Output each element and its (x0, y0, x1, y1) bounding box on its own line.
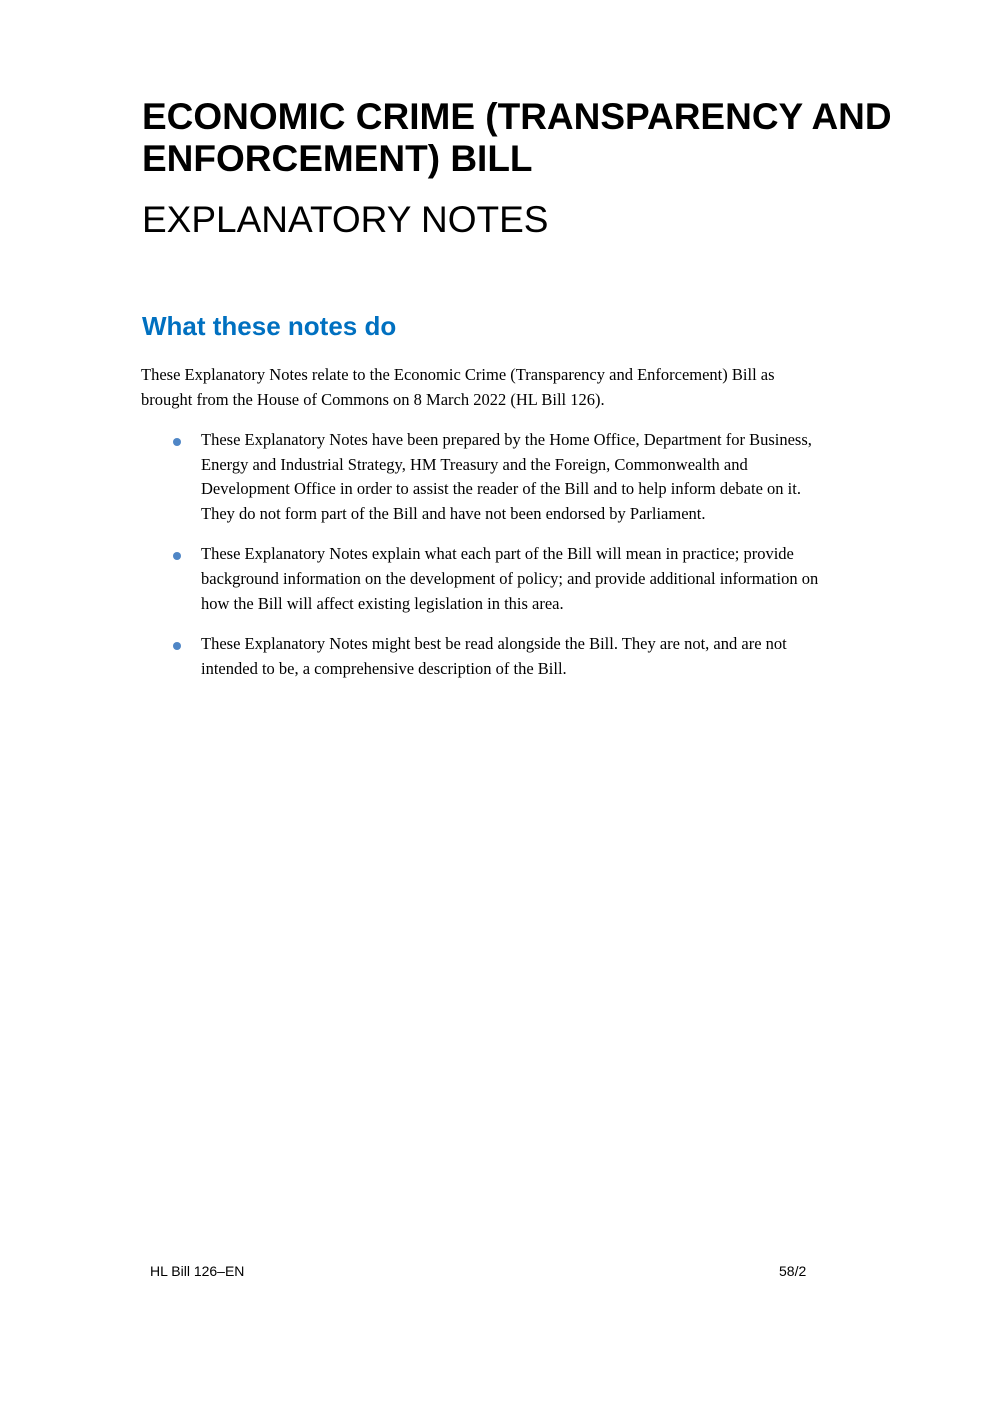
title-line: ECONOMIC CRIME (TRANSPARENCY AND (142, 96, 892, 137)
text-line: These Explanatory Notes might best be read alongside the Bill. They are not, and are not (201, 634, 787, 654)
intro-paragraph (141, 363, 775, 413)
list-item (141, 632, 921, 681)
text-line: background information on the development of policy; and provide additional information on (201, 568, 819, 588)
text-line: These Explanatory Notes have been prepared by the Home Office, Department for Business, (201, 430, 812, 449)
footer-page-number: 58/2 (779, 1263, 807, 1279)
bullet-icon (173, 552, 181, 560)
text-line: These Explanatory Notes explain what each part of the Bill will mean in practice; provide (201, 544, 794, 564)
list-item (141, 428, 921, 526)
bullet-list (141, 428, 921, 697)
text-line: intended to be, a comprehensive description of the Bill. (201, 658, 567, 678)
text-line: Energy and Industrial Strategy, HM Treasury and the Foreign, Commonwealth and (201, 454, 748, 474)
bullet-icon (173, 642, 181, 650)
text-line: brought from the House of Commons on 8 March 2022 (HL Bill 126). (141, 389, 605, 409)
section-heading: What these notes do (142, 311, 397, 341)
bullet-icon (173, 438, 181, 446)
footer-bill-reference: HL Bill 126–EN (150, 1263, 245, 1279)
document-title (142, 96, 892, 180)
document-subtitle: EXPLANATORY NOTES (142, 199, 549, 240)
text-line: Development Office in order to assist the reader of the Bill and to help inform debate on it. (201, 479, 801, 499)
list-item (141, 542, 921, 616)
title-line: ENFORCEMENT) BILL (142, 138, 533, 179)
text-line: how the Bill will affect existing legislation in this area. (201, 593, 564, 613)
text-line: These Explanatory Notes relate to the Economic Crime (Transparency and Enforcement) Bill as (141, 365, 775, 384)
text-line: They do not form part of the Bill and have not been endorsed by Parliament. (201, 503, 706, 523)
